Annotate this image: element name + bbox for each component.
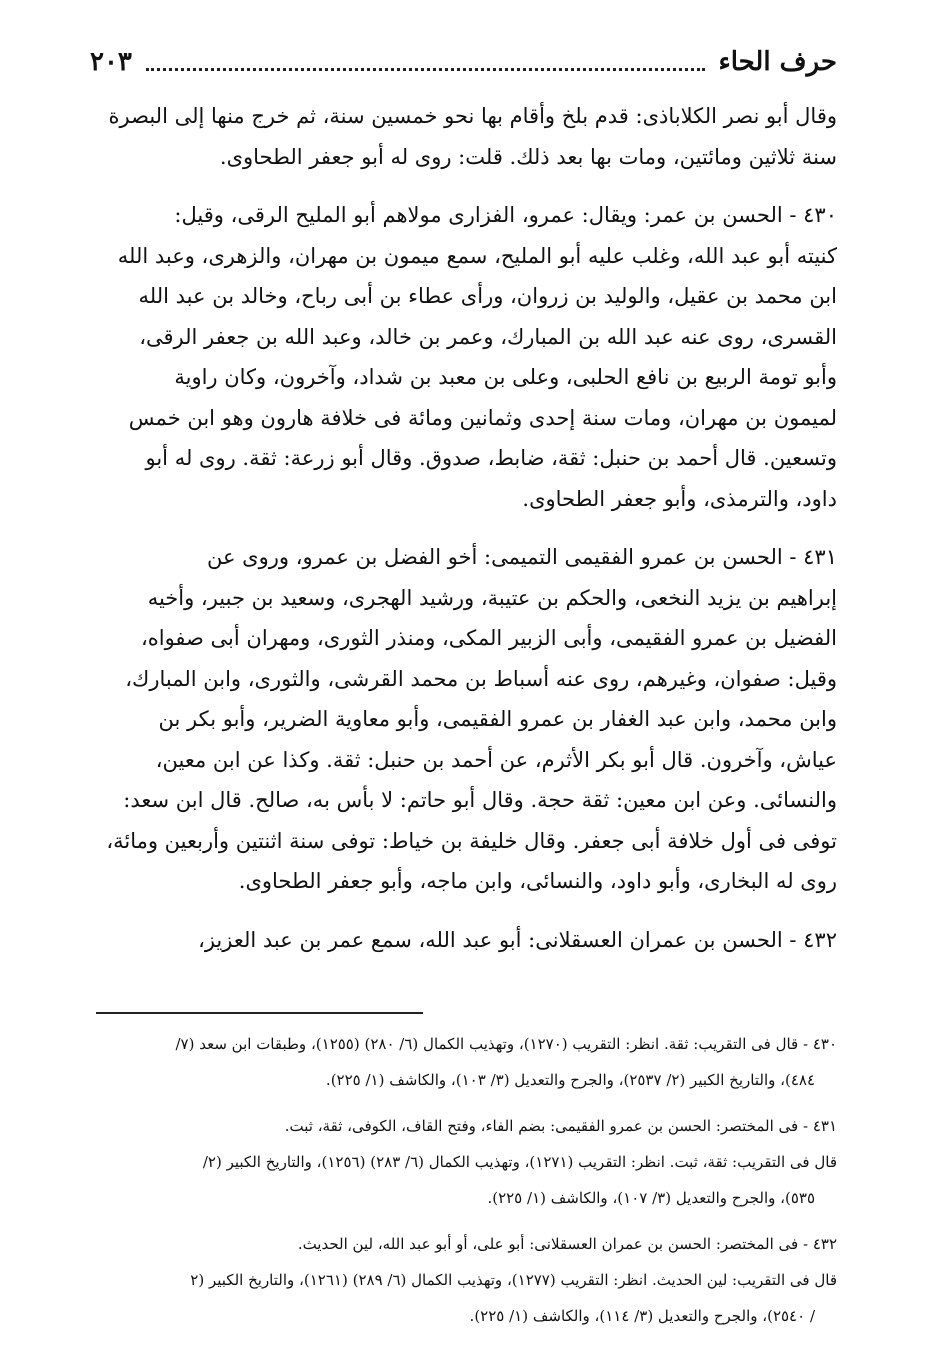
text-line: إبراهيم بن يزيد النخعى، والحكم بن عتيبة، ورشيد الهجرى، وسعيد بن جبير، وأخيه bbox=[147, 585, 837, 610]
text-line: القسرى، روى عنه عبد الله بن المبارك، وعمر بن خالد، وعبد الله بن جعفر الرقى، bbox=[139, 324, 837, 349]
footnote-430 bbox=[96, 1026, 837, 1098]
intro-paragraph bbox=[96, 96, 837, 177]
footnote-432 bbox=[96, 1226, 837, 1334]
text-line: روى له البخارى، وأبو داود، والنسائى، وابن ماجه، وأبو جعفر الطحاوى. bbox=[238, 869, 837, 893]
header-title: حرف الحاء bbox=[718, 47, 837, 77]
entry-432 bbox=[96, 920, 837, 961]
footnote-line: ٤٣٠ - قال فى التقريب: ثقة. انظر: التقريب (١٢٧٠)، وتهذيب الكمال (٦/ ٢٨٠) (١٢٥٥)، وطبقات ابن سعد (٧/ bbox=[175, 1035, 837, 1053]
text-line: لميمون بن مهران، ومات سنة إحدى وثمانين ومائة فى خلافة هارون وهو ابن خمس bbox=[128, 405, 837, 430]
running-header bbox=[90, 40, 837, 84]
main-text bbox=[96, 96, 837, 960]
text-line: ٤٣٠ - الحسن بن عمر: ويقال: عمرو، الفزارى مولاهم أبو المليح الرقى، وقيل: bbox=[174, 203, 837, 227]
text-line: توفى فى أول خلافة أبى جعفر. وقال خليفة بن خياط: توفى سنة اثنتين وأربعين ومائة، bbox=[106, 828, 837, 853]
text-line: ٤٣٢ - الحسن بن عمران العسقلانى: أبو عبد الله، سمع عمر بن عبد العزيز، bbox=[198, 927, 837, 952]
text-line: سنة ثلاثين ومائتين، ومات بها بعد ذلك. قلت: روى له أبو جعفر الطحاوى. bbox=[219, 144, 837, 169]
text-line: وتسعين. قال أحمد بن حنبل: ثقة، ضابط، صدوق. وقال أبو زرعة: ثقة. روى له أبو bbox=[145, 446, 837, 470]
text-line: وابن محمد، وابن عبد الغفار بن عمرو الفقيمى، وأبو معاوية الضرير، وأبو بكر بن bbox=[158, 707, 837, 731]
text-line: داود، والترمذى، وأبو جعفر الطحاوى. bbox=[522, 486, 837, 511]
text-line: كنيته أبو عبد الله، وغلب عليه أبو المليح، سمع ميمون بن مهران، والزهرى، وعبد الله bbox=[117, 243, 837, 268]
footnote-divider bbox=[96, 1012, 423, 1014]
text-line: عياش، وآخرون. قال أبو بكر الأثرم، عن أحمد بن حنبل: ثقة. وكذا عن ابن معين، bbox=[155, 747, 837, 772]
text-line: وقيل: صفوان، وغيرهم، روى عنه أسباط بن محمد القرشى، والثورى، وابن المبارك، bbox=[125, 666, 837, 691]
text-line: والنسائى. وعن ابن معين: ثقة حجة. وقال أبو حاتم: لا بأس به، صالح. قال ابن سعد: bbox=[123, 788, 837, 812]
text-line: ٤٣١ - الحسن بن عمرو الفقيمى التميمى: أخو الفضل بن عمرو، وروى عن bbox=[206, 545, 837, 569]
footnote-line: ٥٣٥)، والجرح والتعديل (٣/ ١٠٧)، والكاشف (١/ ٢٢٥). bbox=[487, 1189, 815, 1207]
text-line: وأبو تومة الربيع بن نافع الحلبى، وعلى بن معبد بن شداد، وآخرون، وكان راوية bbox=[174, 365, 837, 389]
footnotes bbox=[96, 1026, 837, 1334]
page-number: ٢٠٣ bbox=[90, 47, 132, 77]
footnote-line: / ٢٥٤٠)، والجرح والتعديل (٣/ ١١٤)، والكاشف (١/ ٢٢٥). bbox=[469, 1307, 815, 1325]
header-dotted-leader bbox=[146, 66, 705, 71]
text-line: وقال أبو نصر الكلاباذى: قدم بلخ وأقام بها نحو خمسين سنة، ثم خرج منها إلى البصرة bbox=[108, 104, 837, 128]
footnote-line: ٤٨٤)، والتاريخ الكبير (٢/ ٢٥٣٧)، والجرح والتعديل (٣/ ١٠٣)، والكاشف (١/ ٢٢٥). bbox=[325, 1071, 815, 1089]
footnote-line: قال فى التقريب: لين الحديث. انظر: التقريب (١٢٧٧)، وتهذيب الكمال (٦/ ٢٨٩) (١٢٦١)، والتاريخ الكبير (٢ bbox=[190, 1271, 837, 1289]
footnote-line: ٤٣١ - فى المختصر: الحسن بن عمرو الفقيمى: بضم الفاء، وفتح القاف، الكوفى، ثقة، ثبت. bbox=[284, 1117, 837, 1135]
entry-430 bbox=[96, 195, 837, 519]
footnote-431 bbox=[96, 1108, 837, 1216]
footnote-line: قال فى التقريب: ثقة، ثبت. انظر: التقريب (١٢٧١)، وتهذيب الكمال (٦/ ٢٨٣) (١٢٥٦)، والتاريخ الكبير (٢/ bbox=[202, 1153, 837, 1171]
text-line: ابن محمد بن عقيل، والوليد بن زروان، ورأى عطاء بن أبى رباح، وخالد بن عبد الله bbox=[138, 284, 837, 308]
footnote-line: ٤٣٢ - فى المختصر: الحسن بن عمران العسقلانى: أبو على، أو أبو عبد الله، لين الحديث. bbox=[297, 1235, 837, 1253]
text-line: الفضيل بن عمرو الفقيمى، وأبى الزبير المكى، ومنذر الثورى، ومهران أبى صفواه، bbox=[140, 626, 837, 650]
entry-431 bbox=[96, 537, 837, 902]
